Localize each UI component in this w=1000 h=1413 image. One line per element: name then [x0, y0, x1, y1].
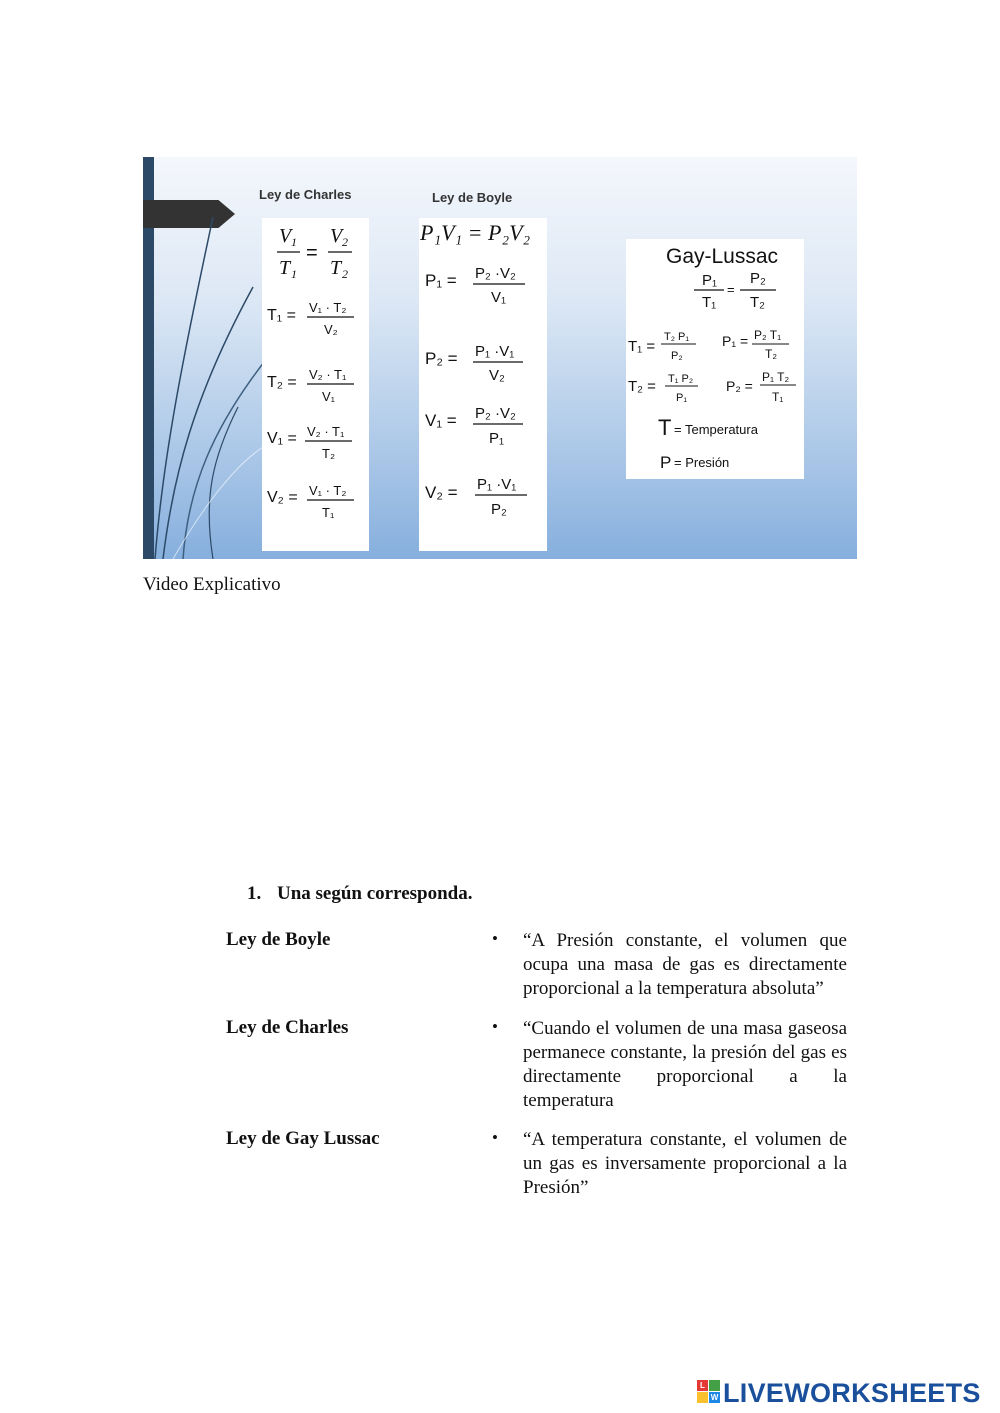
svg-text:T₂ P₁: T₂ P₁: [664, 331, 690, 343]
boyle-formula-p1: [425, 265, 525, 306]
svg-text:1: 1: [291, 267, 297, 281]
svg-text:T₁ P₂: T₁ P₂: [668, 373, 694, 385]
svg-text:P₂ =: P₂ =: [425, 349, 458, 368]
bullet: •: [492, 1128, 498, 1147]
question-number: 1.: [247, 883, 262, 904]
svg-text:T₂: T₂: [765, 347, 777, 361]
svg-text:=: =: [727, 282, 735, 297]
svg-text:P₁ =: P₁ =: [425, 271, 457, 290]
charles-title: Ley de Charles: [259, 187, 352, 202]
svg-text:P₂ ·V₂: P₂ ·V₂: [475, 265, 516, 282]
gay-lussac-title: Gay-Lussac: [666, 245, 779, 268]
law-label: Ley de Charles: [226, 1017, 349, 1038]
svg-text:V₁ =: V₁ =: [267, 430, 297, 447]
formulas-slide-image: [143, 157, 857, 559]
svg-text:P₂ T₁: P₂ T₁: [754, 328, 782, 342]
svg-text:V₂ =: V₂ =: [267, 489, 298, 506]
svg-text:V₂: V₂: [489, 367, 505, 384]
svg-text:=: =: [306, 242, 318, 264]
boyle-formula-v1: [425, 405, 523, 447]
question-heading: [247, 883, 472, 905]
svg-text:V₁: V₁: [491, 289, 507, 306]
boyle-title: Ley de Boyle: [432, 190, 513, 205]
law-statement: “A temperatura constante, el volumen de un gas es inversamente proporcional a la Presión”: [523, 1129, 847, 1198]
svg-text:= Presión: = Presión: [674, 455, 730, 470]
gay-lussac-main-formula: [694, 270, 776, 311]
gay-lussac-legend-temperature: [658, 415, 759, 440]
law-label: Ley de Boyle: [226, 929, 331, 950]
svg-text:T₁ =: T₁ =: [267, 307, 296, 324]
law-statement: “A Presión constante, el volumen que ocupa una masa de gas es directamente proporcional a la temperatura absoluta”: [523, 930, 847, 999]
svg-text:V₂ · T₁: V₂ · T₁: [307, 424, 345, 439]
svg-text:T₁ =: T₁ =: [628, 338, 656, 355]
boyle-formula-panel: [419, 218, 547, 551]
svg-text:P₁: P₁: [676, 392, 688, 404]
charles-formula-panel: [262, 218, 369, 551]
charles-formula-v2: [267, 483, 354, 520]
video-explanation-label: Video Explicativo: [143, 574, 281, 595]
law-label: Ley de Gay Lussac: [226, 1128, 380, 1149]
gay-lussac-formula-p1: [722, 328, 789, 361]
slide-decorative-curves: [143, 157, 273, 559]
svg-text:P₁ ·V₁: P₁ ·V₁: [477, 476, 517, 493]
svg-text:V₂ · T₁: V₂ · T₁: [309, 367, 347, 382]
charles-formula-v1: [267, 424, 352, 461]
svg-text:V₁ · T₂: V₁ · T₂: [309, 300, 347, 315]
svg-text:T₂ =: T₂ =: [628, 378, 656, 395]
svg-text:T₁: T₁: [702, 294, 717, 311]
svg-text:P₂: P₂: [671, 350, 683, 362]
bullet: •: [492, 929, 498, 948]
charles-formula-t1: [267, 300, 354, 337]
svg-text:P₁ ·V₁: P₁ ·V₁: [475, 343, 515, 360]
svg-text:P₁: P₁: [489, 430, 505, 447]
gay-lussac-formula-p2: [726, 370, 796, 404]
svg-text:V₂: V₂: [324, 322, 338, 337]
svg-text:T: T: [279, 257, 291, 279]
svg-text:T₁: T₁: [772, 390, 784, 404]
law-statement: “Cuando el volumen de una masa gaseosa permanece constante, la presión del gas es directamente proporcional a la temperatura: [523, 1018, 847, 1111]
gay-lussac-legend-pressure: [660, 453, 729, 472]
charles-main-n1: V: [279, 225, 292, 247]
svg-text:V₁ =: V₁ =: [425, 411, 457, 430]
svg-text:2: 2: [342, 267, 348, 281]
svg-text:T₂ =: T₂ =: [267, 374, 297, 391]
svg-text:P₂ ·V₂: P₂ ·V₂: [475, 405, 516, 422]
svg-text:T₂: T₂: [750, 294, 765, 311]
svg-text:= Temperatura: = Temperatura: [674, 422, 758, 437]
svg-text:P₁: P₁: [702, 272, 718, 289]
svg-text:T₁: T₁: [322, 505, 335, 520]
svg-text:P₂ =: P₂ =: [726, 378, 753, 394]
gay-lussac-formula-t1: [628, 331, 696, 362]
svg-text:V: V: [330, 225, 343, 247]
gay-lussac-formula-t2: [628, 373, 698, 404]
boyle-formula-p2: [425, 343, 523, 384]
liveworksheets-logo-text: LIVEWORKSHEETS: [723, 1378, 981, 1408]
svg-text:P₂: P₂: [491, 501, 507, 518]
svg-text:1: 1: [291, 235, 297, 249]
charles-formula-t2: [267, 367, 354, 404]
boyle-formula-v2: [425, 476, 527, 518]
gay-lussac-formula-panel: [626, 239, 804, 479]
svg-text:V₁ · T₂: V₁ · T₂: [309, 483, 347, 498]
bullet: •: [492, 1017, 498, 1036]
svg-text:T: T: [658, 415, 672, 440]
svg-text:V₂ =: V₂ =: [425, 483, 458, 502]
svg-text:T₂: T₂: [322, 446, 335, 461]
svg-text:2: 2: [342, 235, 348, 249]
svg-text:P: P: [660, 453, 672, 472]
svg-text:P₂: P₂: [750, 270, 766, 287]
svg-text:V₁: V₁: [322, 389, 336, 404]
svg-text:T: T: [330, 257, 342, 279]
boyle-main-formula: P₁V₁ = P₂V₂: [420, 220, 531, 245]
svg-text:P₁ =: P₁ =: [722, 333, 749, 349]
svg-text:P₁ T₂: P₁ T₂: [762, 370, 790, 384]
liveworksheets-logo-icon: L W: [697, 1380, 721, 1404]
question-text: Una según corresponda.: [277, 883, 473, 904]
